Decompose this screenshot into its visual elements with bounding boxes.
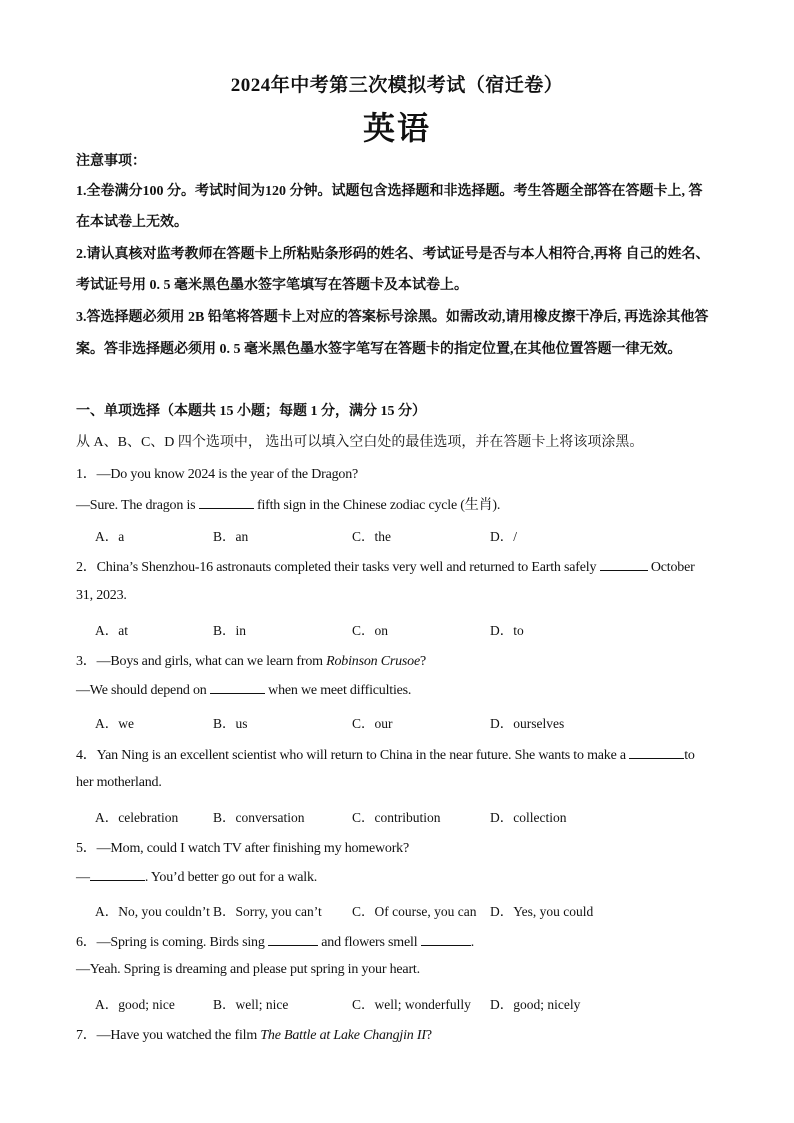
section-instruction: 从 A、B、C、D 四个选项中， 选出可以填入空白处的最佳选项，并在答题卡上将该项涂黑。 (76, 435, 644, 450)
option-d: D．to (490, 623, 524, 638)
question-3-options (95, 712, 735, 732)
notice-item-1-line-1: 1.全卷满分100 分。考试时间为120 分钟。试题包含选择题和非选择题。考生答题全部答在答题卡上, 答 (76, 184, 703, 199)
notice-item-2-line-2: 考试证号用 0. 5 毫米黑色墨水签字笔填写在答题卡及本试卷上。 (76, 278, 468, 293)
option-c: C．contribution (352, 810, 441, 825)
question-1-line-2: —Sure. The dragon is fifth sign in the Chinese zodiac cycle (生肖). (76, 498, 501, 513)
option-d: D．collection (490, 810, 567, 825)
option-d: D．Yes, you could (490, 904, 594, 919)
option-c: C．well; wonderfully (352, 997, 471, 1012)
option-a: A．we (95, 716, 134, 731)
answer-blank (268, 933, 318, 946)
option-c: C．our (352, 716, 393, 731)
answer-blank (199, 496, 254, 509)
option-d: D．/ (490, 529, 517, 544)
answer-blank (421, 933, 471, 946)
option-d: D．ourselves (490, 716, 565, 731)
question-5-options (95, 900, 735, 920)
answer-blank (90, 868, 145, 881)
question-1-line-1: 1．—Do you know 2024 is the year of the Dragon? (76, 467, 359, 482)
question-2-line-1: 2．China’s Shenzhou-16 astronauts completed their tasks very well and returned to Earth safely October (76, 560, 695, 575)
option-a: A．a (95, 529, 125, 544)
question-5-line-1: 5．—Mom, could I watch TV after finishing my homework? (76, 841, 409, 856)
answer-blank (600, 558, 648, 571)
option-c: C．Of course, you can (352, 904, 477, 919)
exam-title: 2024年中考第三次模拟考试（宿迁卷） (230, 75, 564, 96)
notice-item-3-line-2: 案。答非选择题必须用 0. 5 毫米黑色墨水签字笔写在答题卡的指定位置,在其他位置答题一律无效。 (76, 342, 682, 357)
option-b: B．an (213, 529, 249, 544)
question-5-line-2: — . You’d better go out for a walk. (76, 870, 318, 885)
option-b: B．Sorry, you can’t (213, 904, 322, 919)
option-b: B．well; nice (213, 997, 289, 1012)
option-d: D．good; nicely (490, 997, 581, 1012)
option-c: C．on (352, 623, 389, 638)
option-b: B．conversation (213, 810, 305, 825)
question-2-options (95, 619, 735, 639)
option-a: A．good; nice (95, 997, 175, 1012)
question-3-line-2: —We should depend on when we meet difficulties. (76, 683, 412, 698)
answer-blank (210, 681, 265, 694)
section-heading: 一、单项选择（本题共 15 小题；每题 1 分，满分 15 分） (76, 404, 426, 419)
notice-item-2-line-1: 2.请认真核对监考教师在答题卡上所粘贴条形码的姓名、考试证号是否与本人相符合,再将 自己的姓名、 (76, 247, 710, 262)
question-4-line-2: her motherland. (76, 775, 162, 790)
notice-heading: 注意事项： (76, 154, 146, 169)
question-6-options (95, 993, 735, 1013)
question-4-options (95, 806, 735, 826)
question-7-line-1: 7．—Have you watched the film The Battle at Lake Changjin II? (76, 1028, 432, 1043)
question-6-line-1: 6．—Spring is coming. Birds sing and flowers smell . (76, 935, 474, 950)
option-b: B．us (213, 716, 248, 731)
question-6-line-2: —Yeah. Spring is dreaming and please put spring in your heart. (76, 962, 420, 977)
question-2-line-2: 31, 2023. (76, 588, 127, 603)
question-3-line-1: 3．—Boys and girls, what can we learn from Robinson Crusoe? (76, 654, 427, 669)
answer-blank (629, 746, 684, 759)
option-a: A．No, you couldn’t (95, 904, 210, 919)
option-b: B．in (213, 623, 247, 638)
option-a: A．celebration (95, 810, 179, 825)
question-1-options (95, 525, 735, 545)
notice-item-3-line-1: 3.答选择题必须用 2B 铅笔将答题卡上对应的答案标号涂黑。如需改动,请用橡皮擦干净后, 再选涂其他答 (76, 310, 709, 325)
notice-item-1-line-2: 在本试卷上无效。 (76, 215, 188, 230)
subject-title: 英语 (362, 110, 431, 146)
option-c: C．the (352, 529, 391, 544)
question-4-line-1: 4．Yan Ning is an excellent scientist who will return to China in the near future. She wants to make a to (76, 748, 695, 763)
option-a: A．at (95, 623, 128, 638)
